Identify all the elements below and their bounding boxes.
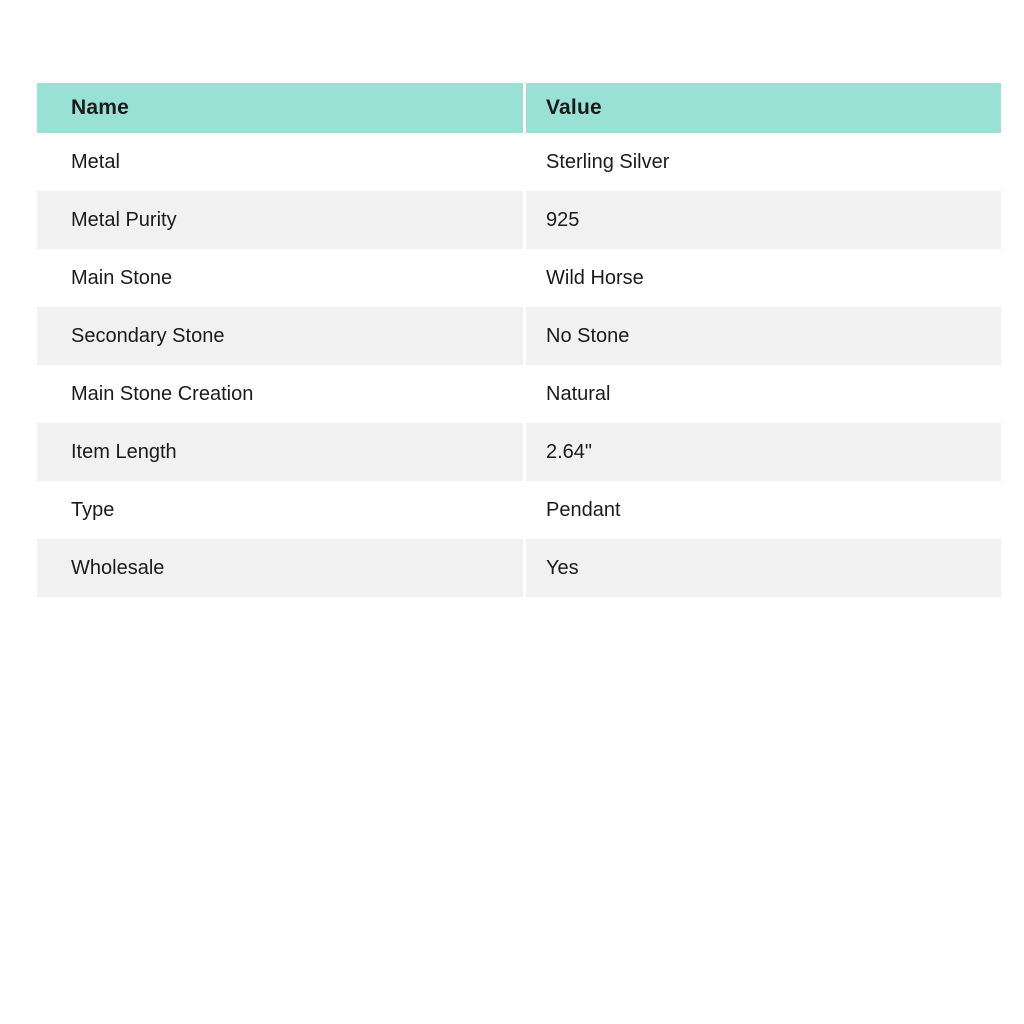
table-row — [37, 539, 1001, 597]
spec-value-cell: No Stone — [523, 307, 1001, 365]
spec-name-cell: Metal — [37, 133, 523, 191]
table-header — [37, 83, 1001, 133]
spec-name-cell: Metal Purity — [37, 191, 523, 249]
spec-value-cell: Yes — [523, 539, 1001, 597]
column-header-value: Value — [523, 83, 1001, 133]
table-row — [37, 481, 1001, 539]
spec-name-cell: Item Length — [37, 423, 523, 481]
spec-value-cell: Wild Horse — [523, 249, 1001, 307]
table-row — [37, 191, 1001, 249]
spec-value-cell: Natural — [523, 365, 1001, 423]
spec-name-cell: Main Stone Creation — [37, 365, 523, 423]
spec-name-cell: Type — [37, 481, 523, 539]
spec-name-cell: Wholesale — [37, 539, 523, 597]
table-row — [37, 133, 1001, 191]
table-row — [37, 249, 1001, 307]
spec-name-cell: Main Stone — [37, 249, 523, 307]
table-body — [37, 133, 1001, 597]
spec-value-cell: 2.64" — [523, 423, 1001, 481]
header-row — [37, 83, 1001, 133]
product-specs-table — [37, 83, 1001, 597]
spec-value-cell: 925 — [523, 191, 1001, 249]
table-row — [37, 365, 1001, 423]
spec-name-cell: Secondary Stone — [37, 307, 523, 365]
spec-value-cell: Pendant — [523, 481, 1001, 539]
table-row — [37, 423, 1001, 481]
table-row — [37, 307, 1001, 365]
spec-value-cell: Sterling Silver — [523, 133, 1001, 191]
column-header-name: Name — [37, 83, 523, 133]
